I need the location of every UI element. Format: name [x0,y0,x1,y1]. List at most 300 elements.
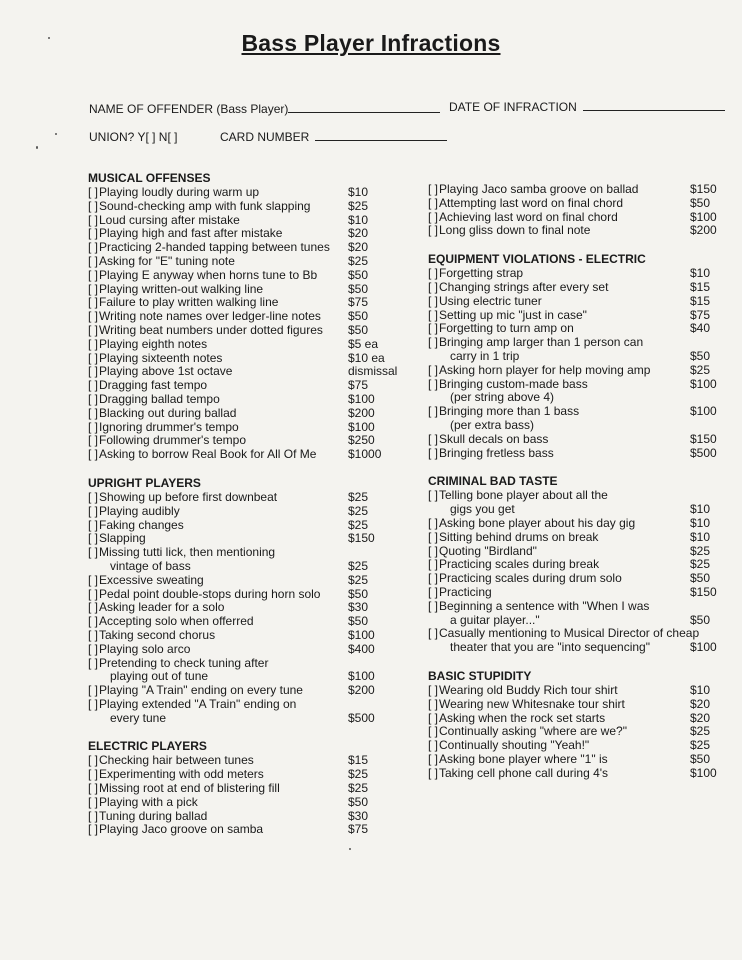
fine-amount: $75 [348,378,369,393]
infraction-item [88,421,408,435]
checkbox[interactable]: [ ] [428,376,439,391]
fine-amount: $50 [348,267,369,282]
infraction-text: Bringing fretless bass [439,445,554,460]
infraction-text: Writing note names over ledger-line notes [99,309,321,324]
infraction-item [428,586,718,600]
infraction-item [428,489,718,517]
section-header: CRIMINAL BAD TASTE [428,474,558,489]
checkbox[interactable]: [ ] [88,586,99,601]
infraction-item [88,491,408,505]
checkbox[interactable]: [ ] [88,503,99,518]
fine-amount: $25 [690,738,711,753]
fine-amount: $10 [690,529,711,544]
fine-amount: $25 [348,767,369,782]
checkbox[interactable]: [ ] [88,198,99,213]
infraction-item [88,657,408,685]
infraction-item [88,200,408,214]
checkbox[interactable]: [ ] [428,529,439,544]
fine-amount: $200 [690,223,717,238]
checkbox[interactable]: [ ] [428,182,439,196]
fine-amount: $10 [690,682,711,697]
infraction-text: Missing tutti lick, then mentioning [99,545,276,560]
infraction-text: Dragging fast tempo [99,378,208,393]
checkbox[interactable]: [ ] [428,751,439,766]
infraction-item [428,517,718,531]
checkbox[interactable]: [ ] [428,584,439,599]
infraction-item [88,629,408,643]
infraction-item [88,214,408,228]
infraction-text-cont: gigs you get [450,502,515,517]
fine-amount: $100 [348,669,375,684]
infraction-item [88,269,408,283]
infraction-item [88,823,408,837]
fine-amount: $400 [348,641,375,656]
fine-amount: $100 [348,391,375,406]
checkbox[interactable]: [ ] [88,447,99,462]
checkbox[interactable]: [ ] [428,724,439,739]
infraction-item [428,364,718,378]
checkbox[interactable]: [ ] [88,794,99,809]
fine-amount: $250 [348,433,375,448]
checkbox[interactable]: [ ] [88,545,99,560]
fine-amount: $50 [690,751,711,766]
fine-amount: $150 [348,531,375,546]
fine-amount: $50 [690,571,711,586]
checkbox[interactable]: [ ] [88,322,99,337]
infraction-item [88,684,408,698]
infraction-text: Practicing [439,584,492,599]
fine-amount: dismissal [348,364,398,379]
checkbox[interactable]: [ ] [88,696,99,711]
fine-amount: $50 [348,794,369,809]
fine-amount: $20 [348,240,369,255]
infraction-text: Changing strings after every set [439,279,609,294]
fine-amount: $100 [690,765,717,780]
infraction-text: Playing Jaco groove on samba [99,822,264,837]
fine-amount: $25 [348,489,369,504]
date-line [583,99,725,111]
infraction-text: Wearing old Buddy Rich tour shirt [439,682,618,697]
infraction-text: Blacking out during ballad [99,405,237,420]
infraction-item [428,725,718,739]
checkbox[interactable]: [ ] [88,808,99,823]
infraction-text: Continually asking "where are we?" [439,724,627,739]
fine-amount: $75 [690,307,711,322]
checkbox[interactable]: [ ] [88,489,99,504]
fine-amount: $10 [690,266,711,281]
fine-amount: $100 [348,627,375,642]
infraction-text: Bringing amp larger than 1 person can [439,335,644,350]
infraction-text-cont: a guitar player..." [450,612,540,627]
checkbox[interactable]: [ ] [428,321,439,336]
fine-amount: $10 ea [348,350,385,365]
infraction-text-cont: (per extra bass) [450,417,535,432]
infraction-item [428,698,718,712]
infraction-text: Checking hair between tunes [99,753,254,768]
card-field [220,129,447,144]
infraction-text: Ignoring drummer's tempo [99,419,239,434]
fine-amount: $25 [348,253,369,268]
infraction-item [88,643,408,657]
checkbox[interactable]: [ ] [428,598,439,613]
infraction-text: Experimenting with odd meters [99,767,264,782]
infraction-text-cont: (per string above 4) [450,390,555,405]
infraction-item [428,378,718,406]
infraction-text: Loud cursing after mistake [99,212,240,227]
infraction-text: Playing E anyway when horns tune to Bb [99,267,318,282]
infraction-text: Playing high and fast after mistake [99,226,283,241]
infraction-item [88,365,408,379]
checkbox[interactable]: [ ] [428,626,439,641]
infraction-item [428,322,718,336]
infraction-text: Playing Jaco samba groove on ballad [439,182,639,196]
fine-amount: $150 [690,182,717,196]
infraction-item [88,574,408,588]
infraction-item [428,336,718,364]
fine-amount: $200 [348,683,375,698]
infraction-text: Asking for "E" tuning note [99,253,235,268]
infraction-item [88,782,408,796]
checkbox[interactable]: [ ] [88,753,99,768]
infraction-text: Asking when the rock set starts [439,710,606,725]
fine-amount: $75 [348,295,369,310]
checkbox[interactable]: [ ] [88,627,99,642]
checkbox[interactable]: [ ] [428,209,439,224]
checkbox[interactable]: [ ] [428,195,439,210]
infraction-item [88,310,408,324]
infraction-text-cont: playing out of tune [110,669,209,684]
infraction-item [88,324,408,338]
checkbox[interactable]: [ ] [88,212,99,227]
infraction-item [428,600,718,628]
infraction-text-cont: theater that you are "into sequencing" [450,640,650,655]
infraction-text: Writing beat numbers under dotted figures [99,322,323,337]
date-label: DATE OF INFRACTION [449,100,577,114]
checkbox[interactable]: [ ] [428,682,439,697]
infraction-item [88,434,408,448]
checkbox[interactable]: [ ] [88,683,99,698]
fine-amount: $25 [348,517,369,532]
checkbox[interactable]: [ ] [428,266,439,281]
checkbox[interactable]: [ ] [88,378,99,393]
infraction-item [428,224,718,238]
checkbox[interactable]: [ ] [88,226,99,241]
section-header: MUSICAL OFFENSES [88,171,211,185]
fine-amount: $25 [690,557,711,572]
fine-amount: $30 [348,600,369,615]
fine-amount: $25 [348,781,369,796]
infraction-item [428,211,718,225]
infraction-text: Playing above 1st octave [99,364,233,379]
fine-amount: $50 [348,281,369,296]
infraction-item [428,572,718,586]
infraction-text: Skull decals on bass [439,431,549,446]
checkbox[interactable]: [ ] [88,572,99,587]
checkbox[interactable]: [ ] [88,391,99,406]
infraction-item [88,379,408,393]
infraction-section [428,474,718,655]
checkbox[interactable]: [ ] [88,253,99,268]
checkbox[interactable]: [ ] [88,281,99,296]
infraction-item [428,739,718,753]
infraction-text: Missing root at end of blistering fill [99,781,280,796]
fine-amount: $100 [348,419,375,434]
fine-amount: $15 [690,279,711,294]
infraction-text: Dragging ballad tempo [99,391,220,406]
checkbox[interactable]: [ ] [88,531,99,546]
infraction-item [428,558,718,572]
infraction-item [88,393,408,407]
infraction-text: Setting up mic "just in case" [439,307,587,322]
fine-amount: $25 [348,198,369,213]
checkbox[interactable]: [ ] [88,240,99,255]
fine-amount: $25 [348,572,369,587]
infraction-text: Asking bone player where "1" is [439,751,608,766]
infraction-item [428,197,718,211]
paper-speck [36,146,38,149]
infraction-item [88,519,408,533]
infraction-text: Telling bone player about all the [439,488,608,503]
infraction-text: Wearing new Whitesnake tour shirt [439,696,625,711]
fine-amount: $25 [690,724,711,739]
fine-amount: $10 [348,212,369,227]
name-label: NAME OF OFFENDER (Bass Player) [89,102,289,116]
checkbox[interactable]: [ ] [88,405,99,420]
infraction-item [428,627,718,655]
left-column [88,171,408,851]
infraction-text: Bringing more than 1 bass [439,404,580,419]
checkbox[interactable]: [ ] [88,781,99,796]
name-field [89,101,440,116]
infraction-text: Practicing 2-handed tapping between tunes [99,240,330,255]
fine-amount: $25 [690,543,711,558]
fine-amount: $50 [690,348,711,363]
checkbox[interactable]: [ ] [88,336,99,351]
checkbox[interactable]: [ ] [428,335,439,350]
fine-amount: $50 [348,309,369,324]
page-title: Bass Player Infractions [241,30,501,56]
infraction-text: Playing "A Train" ending on every tune [99,683,303,698]
infraction-item [88,296,408,310]
infraction-text: Sitting behind drums on break [439,529,599,544]
checkbox[interactable]: [ ] [88,641,99,656]
checkbox[interactable]: [ ] [428,307,439,322]
checkbox[interactable]: [ ] [428,557,439,572]
infraction-item [88,352,408,366]
section-header: UPRIGHT PLAYERS [88,475,201,490]
infraction-text: Forgetting strap [439,266,524,281]
infraction-text: Forgetting to turn amp on [439,321,574,336]
fine-amount: $50 [348,614,369,629]
fine-amount: $100 [690,209,717,224]
infraction-text: Using electric tuner [439,293,542,308]
section-header: ELECTRIC PLAYERS [88,739,207,754]
card-line [315,129,447,141]
infraction-item [88,698,408,726]
infraction-text: Quoting "Birdland" [439,543,537,558]
infraction-section [88,476,408,726]
section-header: BASIC STUPIDITY [428,668,532,683]
fine-amount: $25 [348,503,369,518]
checkbox[interactable]: [ ] [428,543,439,558]
fine-amount: $15 [690,293,711,308]
checkbox[interactable]: [ ] [88,350,99,365]
fine-amount: $10 [690,515,711,530]
checkbox[interactable]: [ ] [428,765,439,780]
checkbox[interactable]: [ ] [428,431,439,446]
infraction-text-cont: carry in 1 trip [450,348,520,363]
infraction-text: Continually shouting "Yeah!" [439,738,590,753]
infraction-text: Asking to borrow Real Book for All Of Me [99,447,317,462]
fine-amount: $30 [348,808,369,823]
fine-amount: $20 [690,710,711,725]
checkbox[interactable]: [ ] [428,293,439,308]
infraction-item [88,255,408,269]
checkbox[interactable]: [ ] [428,488,439,503]
checkbox[interactable]: [ ] [428,710,439,725]
infraction-text: Asking bone player about his day gig [439,515,636,530]
fine-amount: $100 [690,640,717,655]
fine-amount: $20 [348,226,369,241]
date-field [449,99,725,114]
infraction-text: Accepting solo when offerred [99,614,254,629]
checkbox[interactable]: [ ] [428,696,439,711]
checkbox[interactable]: [ ] [88,433,99,448]
fine-amount: $40 [690,321,711,336]
infraction-text: Asking horn player for help moving amp [439,362,651,377]
checkbox[interactable]: [ ] [88,267,99,282]
checkbox[interactable]: [ ] [428,279,439,294]
checkbox[interactable]: [ ] [88,185,99,199]
fine-amount: $15 [348,753,369,768]
infraction-item [88,532,408,546]
checkbox[interactable]: [ ] [88,614,99,629]
infraction-section [88,171,408,462]
infraction-section [428,183,718,238]
checkbox[interactable]: [ ] [428,738,439,753]
infraction-text: Playing solo arco [99,641,191,656]
infraction-text-cont: vintage of bass [110,558,191,573]
infraction-item [88,615,408,629]
fine-amount: $10 [690,502,711,517]
infraction-item [428,281,718,295]
infraction-text: Following drummer's tempo [99,433,247,448]
fine-amount: $1000 [348,447,382,462]
infraction-item [88,601,408,615]
infraction-text: Tuning during ballad [99,808,208,823]
right-column [428,183,718,794]
fine-amount: $25 [348,558,369,573]
infraction-item [428,753,718,767]
infraction-text: Asking leader for a solo [99,600,225,615]
fine-amount: $50 [348,586,369,601]
infraction-item [88,505,408,519]
fine-amount: $150 [690,431,717,446]
infraction-text: Attempting last word on final chord [439,195,624,210]
infraction-item [88,588,408,602]
fine-amount: $100 [690,404,717,419]
union-label: UNION? Y[ ] N[ ] [89,130,178,144]
infraction-item [88,810,408,824]
infraction-text: Playing written-out walking line [99,281,264,296]
infraction-item [88,754,408,768]
fine-amount: $50 [690,612,711,627]
checkbox[interactable]: [ ] [88,822,99,837]
infraction-item [88,283,408,297]
infraction-text: Pretending to check tuning after [99,655,269,670]
infraction-item [88,241,408,255]
infraction-item [88,407,408,421]
infraction-item [428,447,718,461]
infraction-item [88,448,408,462]
infraction-text: Playing audibly [99,503,180,518]
infraction-text: Pedal point double-stops during horn solo [99,586,321,601]
paper-speck [55,133,57,135]
infraction-item [428,767,718,781]
infraction-text: Playing extended "A Train" ending on [99,696,297,711]
infraction-section [428,252,718,460]
checkbox[interactable]: [ ] [88,364,99,379]
infraction-text: Casually mentioning to Musical Director of cheap [439,626,700,641]
infraction-section [88,739,408,837]
infraction-item [428,295,718,309]
fine-amount: $500 [690,445,717,460]
checkbox[interactable]: [ ] [88,419,99,434]
infraction-item [428,712,718,726]
infraction-text: Long gliss down to final note [439,223,591,238]
checkbox[interactable]: [ ] [428,223,439,238]
fine-amount: $50 [690,195,711,210]
fine-amount: $5 ea [348,336,379,351]
paper-speck [48,37,50,39]
infraction-text: Playing eighth notes [99,336,208,351]
fine-amount: $25 [690,362,711,377]
checkbox[interactable]: [ ] [428,362,439,377]
fine-amount: $50 [348,322,369,337]
checkbox[interactable]: [ ] [88,295,99,310]
infraction-text: Practicing scales during break [439,557,600,572]
checkbox[interactable]: [ ] [428,515,439,530]
section-header: EQUIPMENT VIOLATIONS - ELECTRIC [428,252,646,267]
infraction-item [88,796,408,810]
infraction-item [428,433,718,447]
checkbox[interactable]: [ ] [88,517,99,532]
infraction-text: Playing with a pick [99,794,198,809]
infraction-item [88,186,408,200]
checkbox[interactable]: [ ] [428,445,439,460]
infraction-text: Playing sixteenth notes [99,350,223,365]
infraction-text: Playing loudly during warm up [99,185,260,199]
name-line [288,101,440,113]
fine-amount: $100 [690,376,717,391]
card-label: CARD NUMBER [220,130,310,144]
checkbox[interactable]: [ ] [88,655,99,670]
infraction-text: Practicing scales during drum solo [439,571,622,586]
infraction-item [88,227,408,241]
fine-amount: $200 [348,405,375,420]
infraction-text: Taking second chorus [99,627,216,642]
checkbox[interactable]: [ ] [88,600,99,615]
infraction-section [428,669,718,781]
fine-amount: $75 [348,822,369,837]
checkbox[interactable]: [ ] [428,571,439,586]
checkbox[interactable]: [ ] [428,404,439,419]
fine-amount: $20 [690,696,711,711]
infraction-text: Taking cell phone call during 4's [439,765,609,780]
checkbox[interactable]: [ ] [88,767,99,782]
fine-amount: $500 [348,710,375,725]
checkbox[interactable]: [ ] [88,309,99,324]
